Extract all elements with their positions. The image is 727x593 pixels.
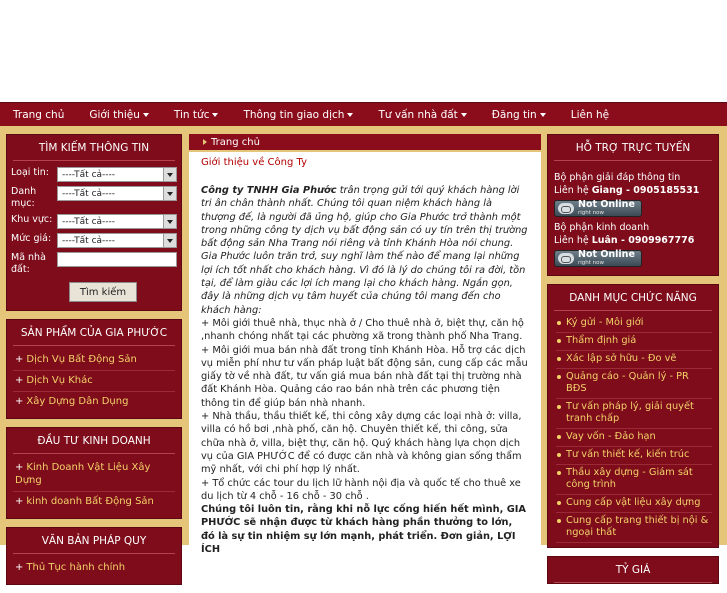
legal-box-title: VĂN BẢN PHÁP QUY [13, 528, 175, 554]
chat-icon [558, 203, 574, 214]
contact-prefix: Liên hệ [554, 185, 592, 196]
left-column [6, 134, 182, 593]
legal-link[interactable] [13, 558, 175, 578]
plus-icon: + [15, 396, 24, 407]
support-contacts [548, 161, 718, 275]
service-tours: + Tổ chức các tour du lịch lữ hành nội địa và quốc tế cho thuê xe du lịch từ 4 chỗ - 16 chỗ - 30 chỗ . [201, 477, 521, 502]
badge-main: Not Online [578, 248, 635, 260]
service-brokerage: + Môi giới mua bán nhà đất trong tỉnh Khánh Hòa. Hỗ trợ các dịch vụ miễn phí như tư vấn pháp luật bất động sản, cung cấp các mẫu giấy tờ về nhà đất, tư vấn giá mua bán nhà đất tại thị trường nhà đất Khánh Hòa. Quảng cáo rao bán nhà trên các phương tiện thông tin để giúp bán nhà nhanh. [201, 344, 528, 409]
service-construction: + Nhà thầu, thầu thiết kế, thi công xây dựng các loại nhà ở: villa, villa có hồ bơi ,nhà phố, căn hộ. Chuyên thiết kế, thi công, sửa chữa nhà ở, villa, biệt thự, căn hộ. Quý khách hàng lựa chọn dịch vụ của GIA PHƯỚC để có được căn nhà và không gian sống thẩm mỹ nhất, với chi phí hợp lý nhất. [201, 411, 522, 476]
online-status-badge[interactable] [554, 200, 642, 217]
search-field-select[interactable] [57, 214, 177, 229]
function-link[interactable]: Cung cấp trang thiết bị nội & ngoại thất [556, 513, 712, 543]
link-label: Kinh Doanh Vật Liệu Xây Dựng [15, 462, 151, 486]
invest-box [6, 427, 182, 519]
support-box [547, 134, 719, 276]
link-label: Thủ Tục hành chính [26, 562, 126, 573]
invest-link[interactable] [13, 458, 175, 492]
badge-sub: right now [578, 259, 605, 266]
breadcrumb-home-link[interactable]: Trang chủ [211, 136, 260, 148]
products-link[interactable] [13, 392, 175, 412]
search-field-select[interactable] [57, 186, 177, 201]
function-link[interactable]: Ký gửi - Môi giới [556, 315, 712, 333]
search-field-row [11, 167, 177, 182]
plus-icon: + [15, 375, 24, 386]
contact-person: Giang - 0905185531 [591, 185, 700, 196]
nav-item-4[interactable] [365, 103, 478, 127]
legal-list [7, 554, 181, 584]
support-box-title: HỖ TRỢ TRỰC TUYẾN [554, 135, 712, 161]
caret-down-icon [212, 113, 218, 117]
site-header [0, 0, 727, 102]
contact-prefix: Liên hệ [554, 235, 592, 246]
search-form [7, 161, 181, 310]
support-dept [554, 221, 712, 267]
dept-contact [554, 184, 712, 197]
code-label: Mã nhà đất: [11, 252, 46, 275]
nav-item-label: Giới thiệu [89, 108, 140, 121]
plus-icon: + [15, 462, 24, 473]
code-row [11, 252, 177, 276]
nav-item-label: Tư vấn nhà đất [378, 108, 458, 121]
search-field-row [11, 233, 177, 248]
nav-item-label: Tin tức [173, 108, 210, 121]
select-value: ----Tất cả---- [62, 188, 116, 199]
nav-item-6[interactable] [558, 103, 621, 127]
select-value: ----Tất cả---- [62, 169, 116, 180]
closing-paragraph: Chúng tôi luôn tin, rằng khi nỗ lực cống hiến hết mình, GIA PHƯỚC sẽ nhận được từ khách hàng phần thưởng to lớn, đó là sự tin nhiệm sự lớn mạnh, phát triển. Đơn giản, LỢI ÍCH [201, 504, 527, 556]
caret-down-icon [540, 113, 546, 117]
intro-paragraph [201, 184, 529, 317]
search-field-label: Danh mục: [11, 186, 37, 209]
link-label: kinh doanh Bất Động Sản [26, 496, 154, 507]
badge-sub: right now [578, 209, 605, 216]
service-rental: + Môi giới thuê nhà, thục nhà ở / Cho thuê nhà ở, biệt thự, căn hộ ,nhanh chóng nhất tại các phường xã trong thành phố Nha Trang. [201, 317, 524, 343]
legal-box [6, 527, 182, 585]
contact-person: Luân - 0909967776 [591, 235, 695, 246]
invest-box-title: ĐẦU TƯ KINH DOANH [13, 428, 175, 454]
rate-box-title: TỶ GIÁ [554, 557, 712, 583]
search-box-title: TÌM KIẾM THÔNG TIN [13, 135, 175, 161]
invest-link[interactable] [13, 492, 175, 512]
badge-main: Not Online [578, 198, 635, 210]
badge-text [578, 248, 635, 267]
search-field-select[interactable] [57, 233, 177, 248]
search-field-row [11, 214, 177, 229]
caret-down-icon [347, 113, 353, 117]
nav-item-label: Thông tin giao dịch [243, 108, 345, 121]
link-label: Xây Dựng Dân Dụng [26, 396, 129, 407]
products-list [7, 346, 181, 418]
plus-icon: + [15, 562, 24, 573]
plus-icon: + [15, 496, 24, 507]
functions-box-title: DANH MỤC CHỨC NĂNG [554, 285, 712, 311]
rate-box [547, 556, 719, 584]
dropdown-arrow-icon[interactable] [163, 187, 176, 200]
main-nav [0, 102, 727, 126]
nav-item-0[interactable] [0, 103, 76, 127]
nav-item-2[interactable] [161, 103, 231, 127]
dept-name: Bộ phận kinh doanh [554, 222, 650, 233]
intro-text: trân trọng gửi tới quý khách hàng lời tri ân chân thành nhất. Chúng tôi quan niệm khách hàng là thượng đế, là người đã ủng hộ, giúp cho Gia Phước trở thành một trong những công ty dịch vụ bất động sản có uy tín trên thị trường bất động sản Nha Trang nói riêng và tỉnh Khánh Hòa nói chung. Gia Phước luôn trăn trở, suy nghĩ làm thế nào để mang lại những lợi ích tốt nhất cho khách hàng. Vì đó là lý do chúng tôi ra đời, tồn tại, để làm giàu các lợi ích mang lại cho khách hàng. Ngắn gọn, đây là những dịch vụ tâm huyết của chúng tôi mang đến cho khách hàng: [201, 185, 528, 316]
main-content [189, 134, 541, 556]
function-link[interactable]: Thầu xây dựng - Giám sát công trình [556, 465, 712, 495]
company-name: Công ty TNHH Gia Phước [201, 185, 337, 196]
dept-contact [554, 234, 712, 247]
online-status-badge[interactable] [554, 250, 642, 267]
functions-list [548, 311, 718, 547]
search-field-select[interactable] [57, 167, 177, 182]
nav-item-label: Đăng tin [491, 108, 537, 121]
dropdown-arrow-icon[interactable] [163, 234, 176, 247]
nav-item-5[interactable] [479, 103, 558, 127]
breadcrumb-arrow-icon [203, 139, 207, 145]
section-title: Giới thiệu về Công Ty [201, 157, 307, 168]
nav-item-label: Liên hệ [570, 108, 610, 121]
function-link[interactable]: Tư vấn thiết kế, kiến trúc [556, 447, 712, 465]
search-field-label: Loại tin: [11, 167, 50, 178]
caret-down-icon [143, 113, 149, 117]
intro-article [189, 168, 541, 556]
search-button[interactable]: Tìm kiếm [69, 282, 137, 302]
search-field-label: Mức giá: [11, 233, 52, 244]
caret-down-icon [461, 113, 467, 117]
functions-box [547, 284, 719, 548]
dropdown-arrow-icon[interactable] [163, 168, 176, 181]
nav-item-1[interactable] [76, 103, 161, 127]
search-box [6, 134, 182, 311]
function-link[interactable]: Quảng cáo - Quản lý - PR BĐS [556, 369, 712, 399]
search-field-label: Khu vực: [11, 214, 53, 225]
code-input[interactable] [57, 252, 177, 267]
chat-icon [558, 253, 574, 264]
function-link[interactable]: Cung cấp vật liệu xây dựng [556, 495, 712, 513]
link-label: Dịch Vụ Khác [26, 375, 93, 386]
dept-name: Bộ phận giải đáp thông tin [554, 172, 681, 183]
function-link[interactable]: Tư vấn pháp lý, giải quyết tranh chấp [556, 399, 712, 429]
breadcrumb [189, 134, 541, 152]
select-value: ----Tất cả---- [62, 235, 116, 246]
products-box [6, 319, 182, 419]
function-link[interactable]: Xác lập sở hữu - Đo vẽ [556, 351, 712, 369]
select-value: ----Tất cả---- [62, 216, 116, 227]
plus-icon: + [15, 354, 24, 365]
right-column [547, 134, 719, 592]
nav-item-3[interactable] [230, 103, 365, 127]
link-label: Dịch Vụ Bất Động Sản [26, 354, 137, 365]
function-link[interactable]: Thẩm định giá [556, 333, 712, 351]
nav-item-label: Trang chủ [13, 108, 65, 121]
products-link[interactable] [13, 371, 175, 392]
products-link[interactable] [13, 350, 175, 371]
dropdown-arrow-icon[interactable] [163, 215, 176, 228]
invest-list [7, 454, 181, 518]
badge-text [578, 198, 635, 217]
support-dept [554, 171, 712, 217]
search-field-row [11, 186, 177, 210]
products-box-title: SẢN PHẨM CỦA GIA PHƯỚC [13, 320, 175, 346]
function-link[interactable]: Vay vốn - Đảo hạn [556, 429, 712, 447]
